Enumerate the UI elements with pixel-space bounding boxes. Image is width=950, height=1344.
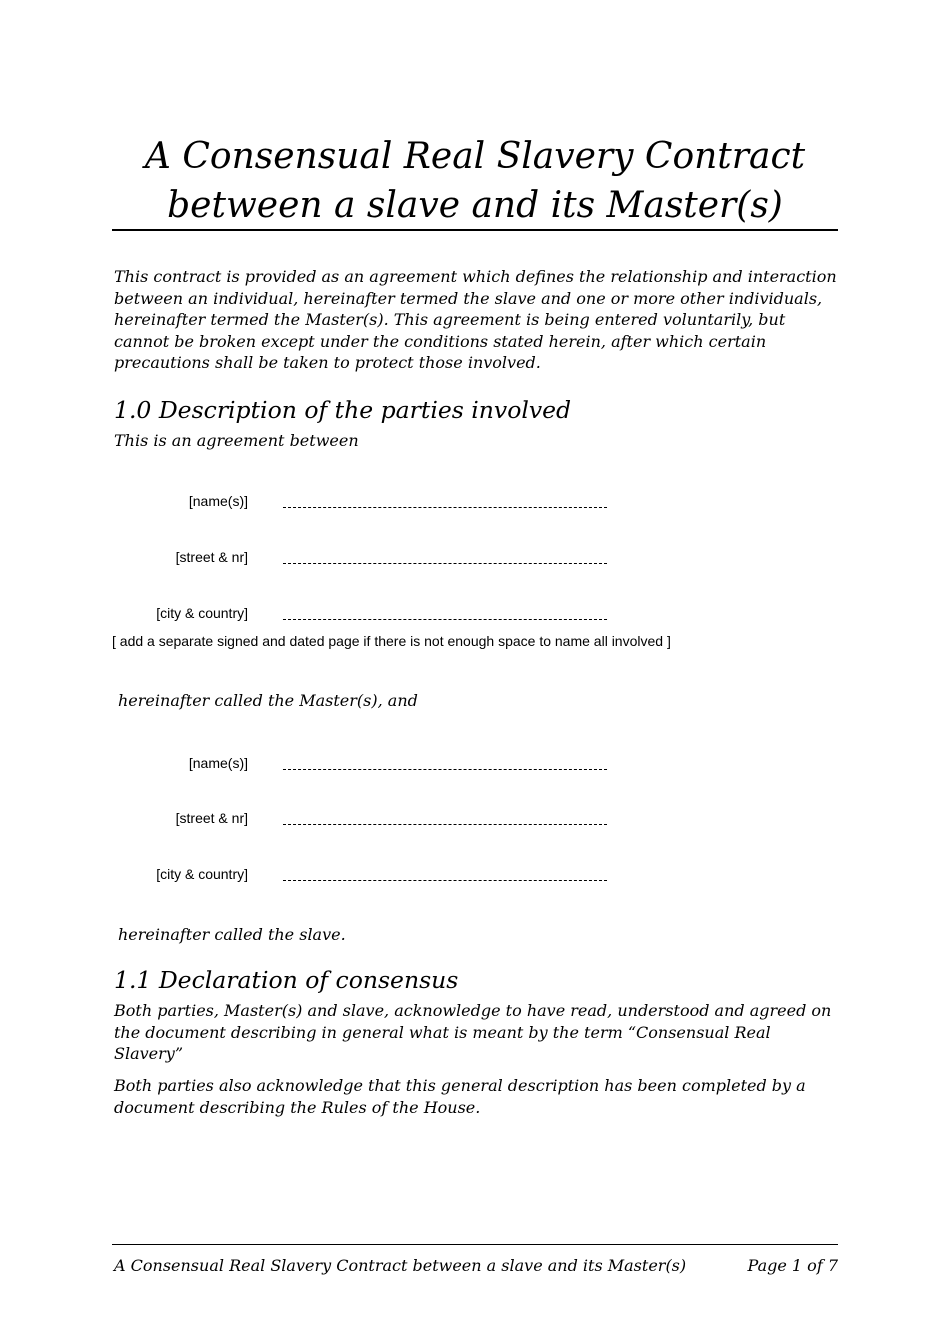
slave-street-field[interactable]: [283, 824, 607, 825]
document-title: [112, 132, 838, 230]
agreement-lead-text: This is an agreement between: [114, 431, 359, 450]
master-street-label: [street & nr]: [175, 549, 248, 565]
section-1-1-heading: 1.1 Declaration of consensus: [114, 966, 459, 994]
slave-name-field[interactable]: [283, 769, 607, 770]
section-1-0-heading: 1.0 Description of the parties involved: [114, 396, 572, 424]
slave-name-label: [name(s)]: [188, 755, 248, 771]
master-city-field[interactable]: [283, 619, 607, 620]
document-title-line-1: A Consensual Real Slavery Contract: [144, 136, 806, 177]
document-title-line-2: between a slave and its Master(s): [167, 185, 783, 226]
master-name-field[interactable]: [283, 507, 607, 508]
footer-rule: [112, 1244, 838, 1245]
master-name-label: [name(s)]: [188, 493, 248, 509]
slave-city-field[interactable]: [283, 880, 607, 881]
slave-called-text: hereinafter called the slave.: [118, 925, 346, 944]
intro-paragraph: This contract is provided as an agreement which defines the relationship and interaction between an individual, hereinafter termed the slave and one or more other individuals, hereinafter termed the Master(s). This agreement is being entered voluntarily, but cannot be broken except under the conditions stated herein, after which certain precautions shall be taken to protect those involved.: [114, 267, 837, 373]
title-underline: [112, 229, 838, 231]
page-number: Page 1 of 7: [747, 1256, 838, 1275]
consensus-paragraph-1: Both parties, Master(s) and slave, acknowledge to have read, understood and agreed on the document describing in general what is meant by the term “Consensual Real Slavery”: [114, 1001, 832, 1064]
master-called-text: hereinafter called the Master(s), and: [118, 691, 418, 710]
master-city-label: [city & country]: [156, 605, 248, 621]
master-street-field[interactable]: [283, 563, 607, 564]
consensus-paragraph-2: Both parties also acknowledge that this general description has been completed by a document describing the Rules of the House.: [114, 1076, 806, 1117]
slave-city-label: [city & country]: [156, 866, 248, 882]
footer-title: A Consensual Real Slavery Contract between a slave and its Master(s): [114, 1256, 687, 1275]
space-note: [ add a separate signed and dated page if there is not enough space to name all involved ]: [112, 633, 671, 649]
slave-street-label: [street & nr]: [175, 810, 248, 826]
